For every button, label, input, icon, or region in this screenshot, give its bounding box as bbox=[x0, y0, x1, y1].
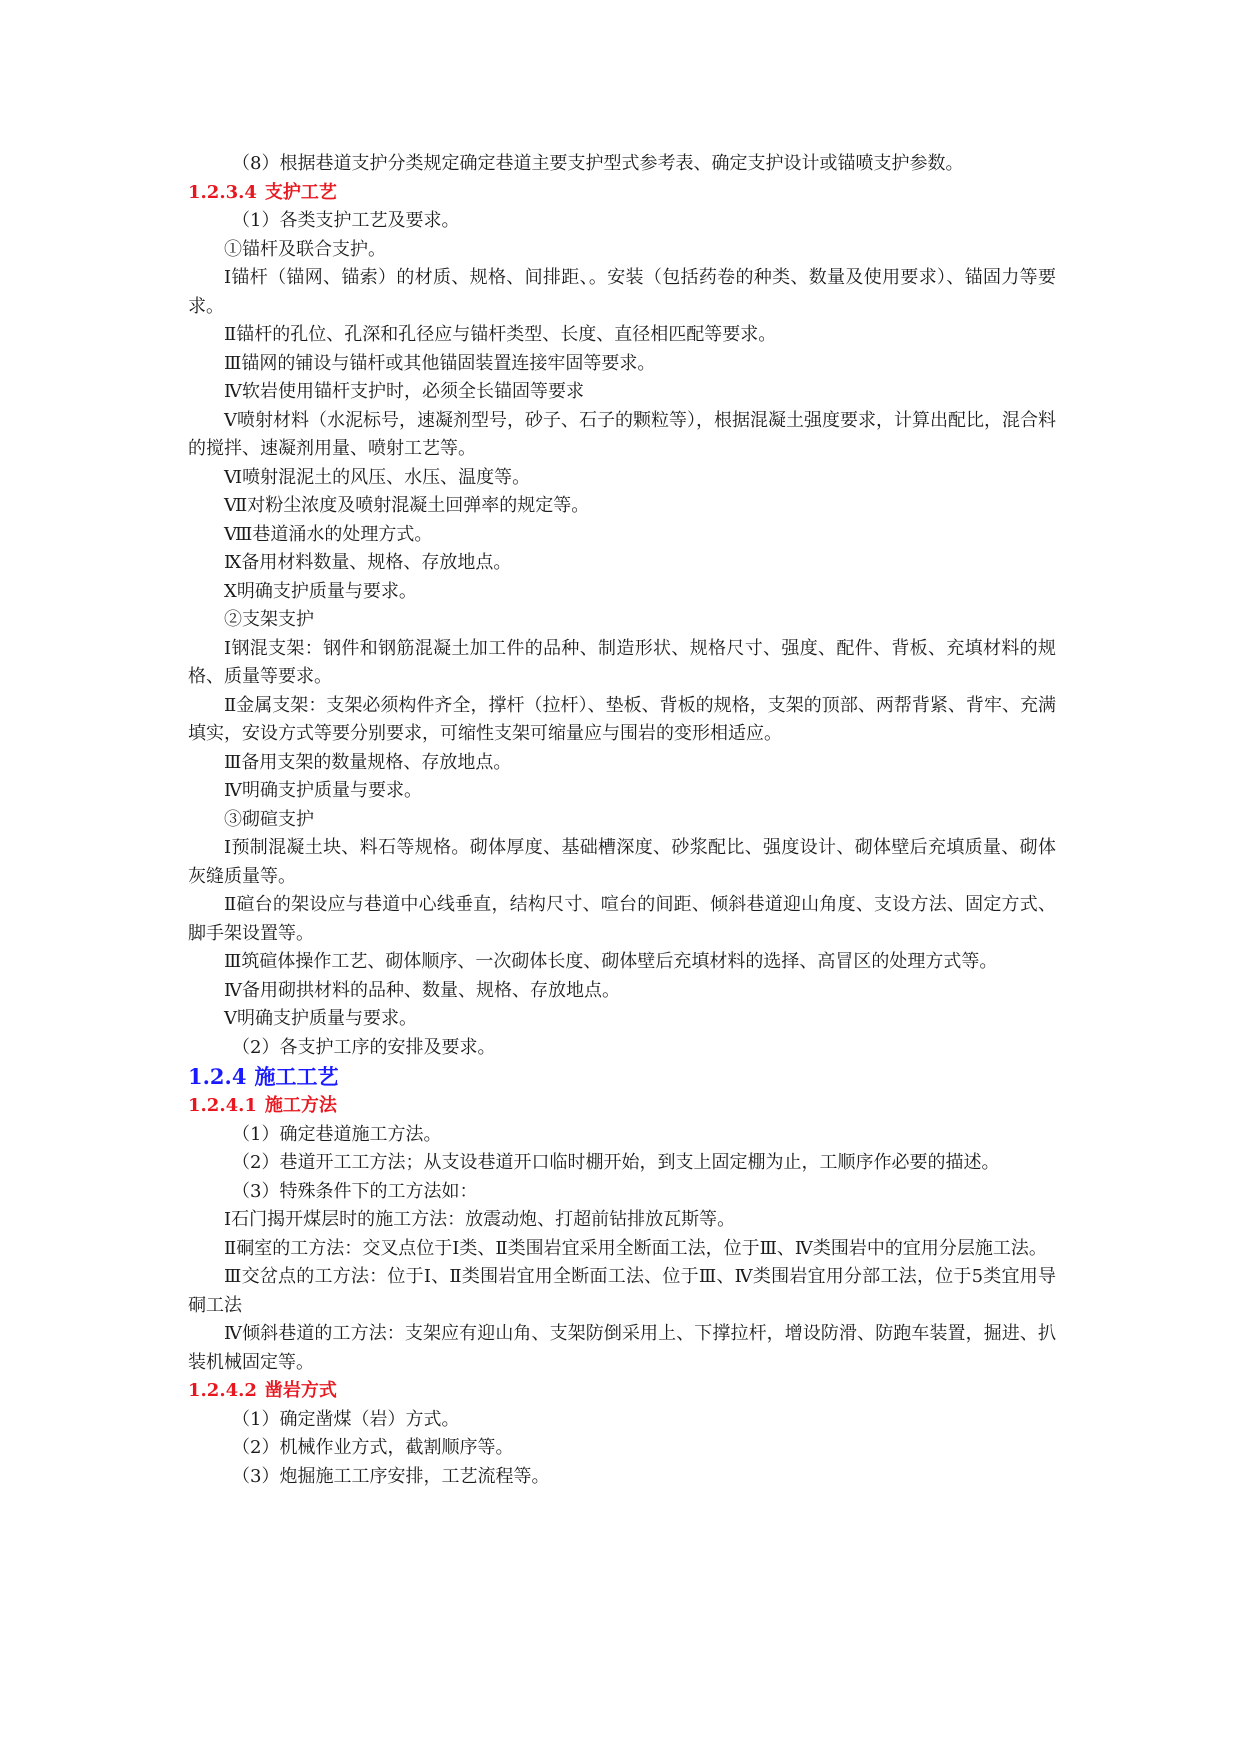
paragraph: （1）各类支护工艺及要求。 bbox=[232, 210, 460, 231]
section-number: 1.2.4.2 bbox=[188, 1380, 257, 1401]
paragraph: Ⅹ明确支护质量与要求。 bbox=[224, 580, 417, 602]
paragraph: Ⅰ预制混凝土块、料石等规格。砌体厚度、基础槽深度、砂浆配比、强度设计、砌体壁后充填质量、砌体灰缝质量等。 bbox=[188, 837, 1056, 887]
section-heading bbox=[188, 1062, 1056, 1092]
paragraph: Ⅳ明确支护质量与要求。 bbox=[224, 780, 422, 801]
document-page bbox=[188, 150, 1056, 1491]
paragraph: Ⅶ对粉尘浓度及喷射混凝土回弹率的规定等。 bbox=[224, 495, 590, 516]
paragraph: Ⅲ筑碹体操作工艺、砌体顺序、一次砌体长度、砌体壁后充填材料的选择、高冒区的处理方式等。 bbox=[224, 951, 998, 972]
paragraph: ③砌碹支护 bbox=[224, 808, 314, 830]
paragraph: （8）根据巷道支护分类规定确定巷道主要支护型式参考表、确定支护设计或锚喷支护参数。 bbox=[232, 153, 964, 174]
paragraph: （1）确定凿煤（岩）方式。 bbox=[232, 1408, 460, 1430]
paragraph: Ⅴ明确支护质量与要求。 bbox=[224, 1008, 417, 1029]
paragraph: （2）机械作业方式，截割顺序等。 bbox=[232, 1437, 514, 1458]
paragraph: Ⅵ喷射混泥土的风压、水压、温度等。 bbox=[224, 466, 531, 488]
paragraph: （3）炮掘施工工序安排，工艺流程等。 bbox=[232, 1465, 550, 1487]
paragraph: Ⅳ倾斜巷道的工方法：支架应有迎山角、支架防倒采用上、下撑拉杆，增设防滑、防跑车装置，掘进、扒装机械固定等。 bbox=[188, 1323, 1056, 1373]
paragraph: Ⅷ巷道涌水的处理方式。 bbox=[224, 523, 433, 545]
paragraph: Ⅰ钢混支架：钢件和钢筋混凝土加工件的品种、制造形状、规格尺寸、强度、配件、背板、充填材料的规格、质量等要求。 bbox=[188, 637, 1056, 687]
paragraph: Ⅳ备用砌拱材料的品种、数量、规格、存放地点。 bbox=[224, 979, 620, 1001]
paragraph: （1）确定巷道施工方法。 bbox=[232, 1123, 442, 1145]
paragraph: Ⅳ软岩使用锚杆支护时，必须全长锚固等要求 bbox=[224, 381, 584, 402]
section-number: 1.2.4.1 bbox=[188, 1095, 257, 1116]
section-number: 1.2.4 bbox=[188, 1064, 247, 1089]
paragraph: Ⅱ金属支架：支架必须构件齐全，撑杆（拉杆）、垫板、背板的规格，支架的顶部、两帮背紧、背牢、充满填实，安设方式等要分别要求，可缩性支架可缩量应与围岩的变形相适应。 bbox=[188, 694, 1056, 744]
section-title: 支护工艺 bbox=[264, 181, 337, 203]
section-number: 1.2.3.4 bbox=[188, 181, 257, 203]
paragraph: Ⅱ锚杆的孔位、孔深和孔径应与锚杆类型、长度、直径相匹配等要求。 bbox=[224, 324, 777, 345]
section-title: 施工工艺 bbox=[254, 1064, 339, 1089]
subsection-heading bbox=[188, 1377, 1056, 1406]
paragraph: （2）各支护工序的安排及要求。 bbox=[232, 1036, 496, 1058]
paragraph: ①锚杆及联合支护。 bbox=[224, 238, 386, 260]
section-title: 施工方法 bbox=[264, 1095, 337, 1116]
paragraph: Ⅰ锚杆（锚网、锚索）的材质、规格、间排距、。安装（包括药卷的种类、数量及使用要求）、锚固力等要求。 bbox=[188, 267, 1056, 317]
paragraph: Ⅰ石门揭开煤层时的施工方法：放震动炮、打超前钻排放瓦斯等。 bbox=[224, 1209, 736, 1230]
paragraph: （3）特殊条件下的工方法如： bbox=[232, 1180, 478, 1202]
paragraph: Ⅸ备用材料数量、规格、存放地点。 bbox=[224, 552, 512, 573]
paragraph: Ⅱ碹台的架设应与巷道中心线垂直，结构尺寸、喧台的间距、倾斜巷道迎山角度、支设方法、固定方式、脚手架设置等。 bbox=[188, 894, 1056, 944]
paragraph: （2）巷道开工工方法；从支设巷道开口临时棚开始，到支上固定棚为止，工顺序作必要的描述。 bbox=[232, 1152, 1000, 1173]
subsection-heading bbox=[188, 179, 1056, 208]
section-title: 凿岩方式 bbox=[264, 1380, 337, 1401]
paragraph: ②支架支护 bbox=[224, 609, 314, 630]
subsection-heading bbox=[188, 1092, 1056, 1121]
paragraph: Ⅲ锚网的铺设与锚杆或其他锚固装置连接牢固等要求。 bbox=[224, 352, 656, 374]
paragraph: Ⅱ硐室的工方法：交叉点位于Ⅰ类、Ⅱ类围岩宜采用全断面工法，位于Ⅲ、Ⅳ类围岩中的宜用分层施工法。 bbox=[224, 1237, 1047, 1259]
paragraph: Ⅲ交岔点的工方法：位于Ⅰ、Ⅱ类围岩宜用全断面工法、位于Ⅲ、Ⅳ类围岩宜用分部工法，位于5类宜用导硐工法 bbox=[188, 1266, 1056, 1316]
paragraph: Ⅴ喷射材料（水泥标号，速凝剂型号，砂子、石子的颗粒等），根据混凝土强度要求，计算出配比，混合料的搅拌、速凝剂用量、喷射工艺等。 bbox=[188, 409, 1056, 459]
paragraph: Ⅲ备用支架的数量规格、存放地点。 bbox=[224, 751, 512, 773]
